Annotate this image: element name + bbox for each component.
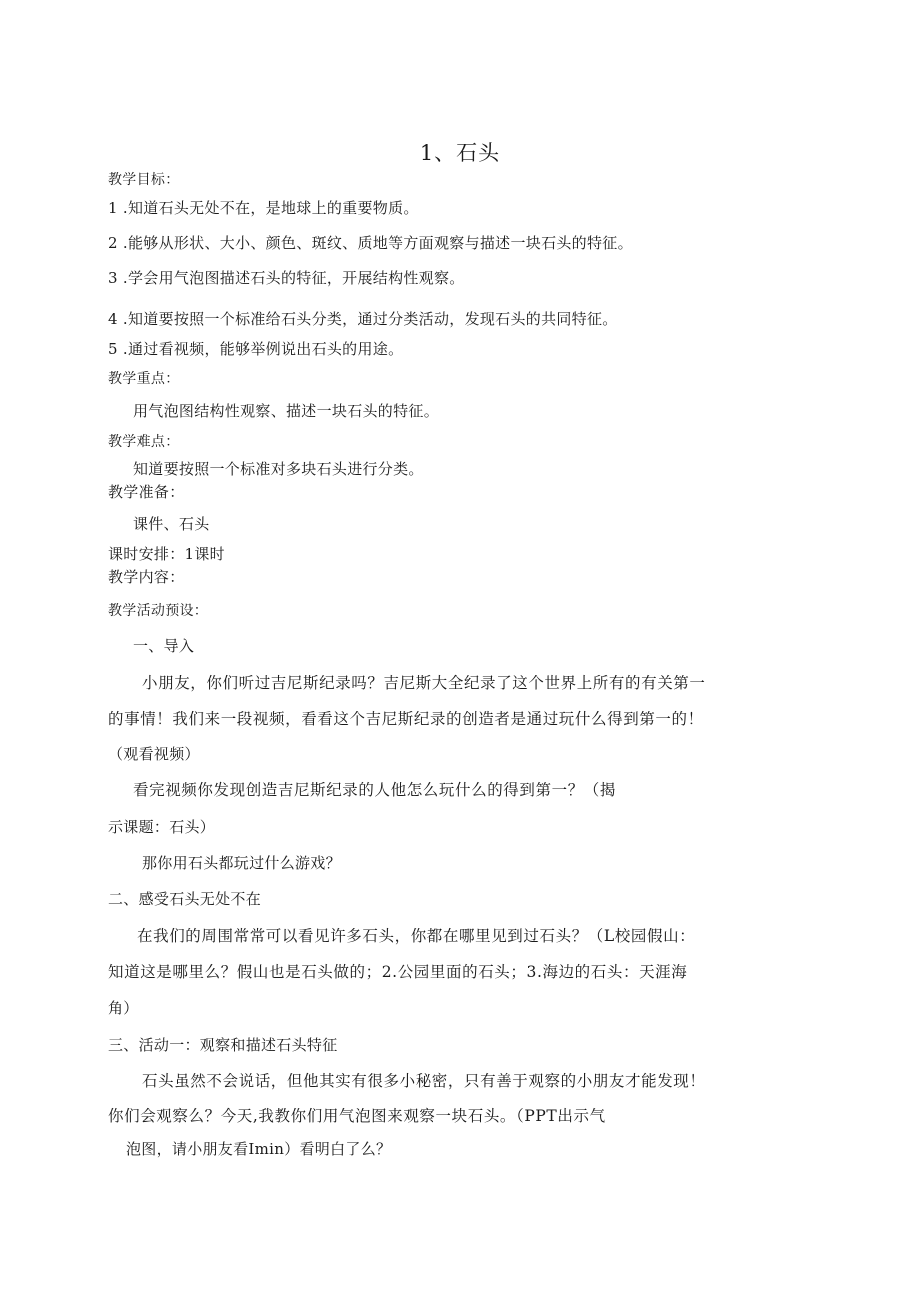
objective-item: 1 .知道石头无处不在，是地球上的重要物质。 (108, 199, 419, 217)
key-point-text: 用气泡图结构性观察、描述一块石头的特征。 (133, 402, 440, 420)
section3-paragraph-line: 泡图，请小朋友看Imin）看明白了么？ (126, 1140, 392, 1158)
activity-heading: 教学活动预设： (108, 603, 209, 619)
section2-paragraph-line: 在我们的周围常常可以看见许多石头，你都在哪里见到过石头？（L校园假山： (137, 927, 696, 945)
preparation-text: 课件、石头 (133, 515, 210, 533)
section1-paragraph-line: 小朋友，你们听过吉尼斯纪录吗？吉尼斯大全纪录了这个世界上所有的有关第一 (142, 674, 706, 692)
section1-paragraph-line: 那你用石头都玩过什么游戏？ (142, 854, 341, 872)
section1-paragraph-line: （观看视频） (108, 745, 200, 763)
section2-heading: 二、感受石头无处不在 (108, 890, 262, 908)
schedule: 课时安排：1课时 (108, 545, 225, 563)
objective-item: 5 .通过看视频，能够举例说出石头的用途。 (108, 340, 404, 358)
section1-paragraph-line: 看完视频你发现创造吉尼斯纪录的人他怎么玩什么的得到第一？（揭 (133, 781, 617, 799)
section2-paragraph-line: 知道这是哪里么？假山也是石头做的；2.公园里面的石头；3.海边的石头：天涯海 (108, 963, 688, 981)
section2-paragraph-line: 角） (108, 999, 139, 1017)
section1-heading: 一、导入 (133, 637, 195, 655)
section3-heading: 三、活动一：观察和描述石头特征 (108, 1036, 338, 1054)
difficulty-text: 知道要按照一个标准对多块石头进行分类。 (133, 460, 424, 478)
content-heading: 教学内容： (108, 568, 185, 586)
section1-paragraph-line: 示课题：石头） (108, 818, 216, 836)
key-point-heading: 教学重点： (108, 371, 180, 387)
section3-paragraph-line: 你们会观察么？今天,我教你们用气泡图来观察一块石头。（PPT出示气 (108, 1107, 606, 1125)
objectives-heading: 教学目标： (108, 172, 180, 188)
difficulty-heading: 教学难点： (108, 434, 180, 450)
section1-paragraph-line: 的事情！我们来一段视频，看看这个吉尼斯纪录的创造者是通过玩什么得到第一的！ (108, 710, 704, 728)
objective-item: 2 .能够从形状、大小、颜色、斑纹、质地等方面观察与描述一块石头的特征。 (108, 234, 633, 252)
page-title: 1、石头 (419, 141, 501, 165)
objective-item: 4 .知道要按照一个标准给石头分类，通过分类活动，发现石头的共同特征。 (108, 310, 618, 328)
objective-item: 3 .学会用气泡图描述石头的特征，开展结构性观察。 (108, 269, 465, 287)
preparation-heading: 教学准备： (108, 483, 185, 501)
section3-paragraph-line: 石头虽然不会说话，但他其实有很多小秘密，只有善于观察的小朋友才能发现！ (142, 1072, 706, 1090)
